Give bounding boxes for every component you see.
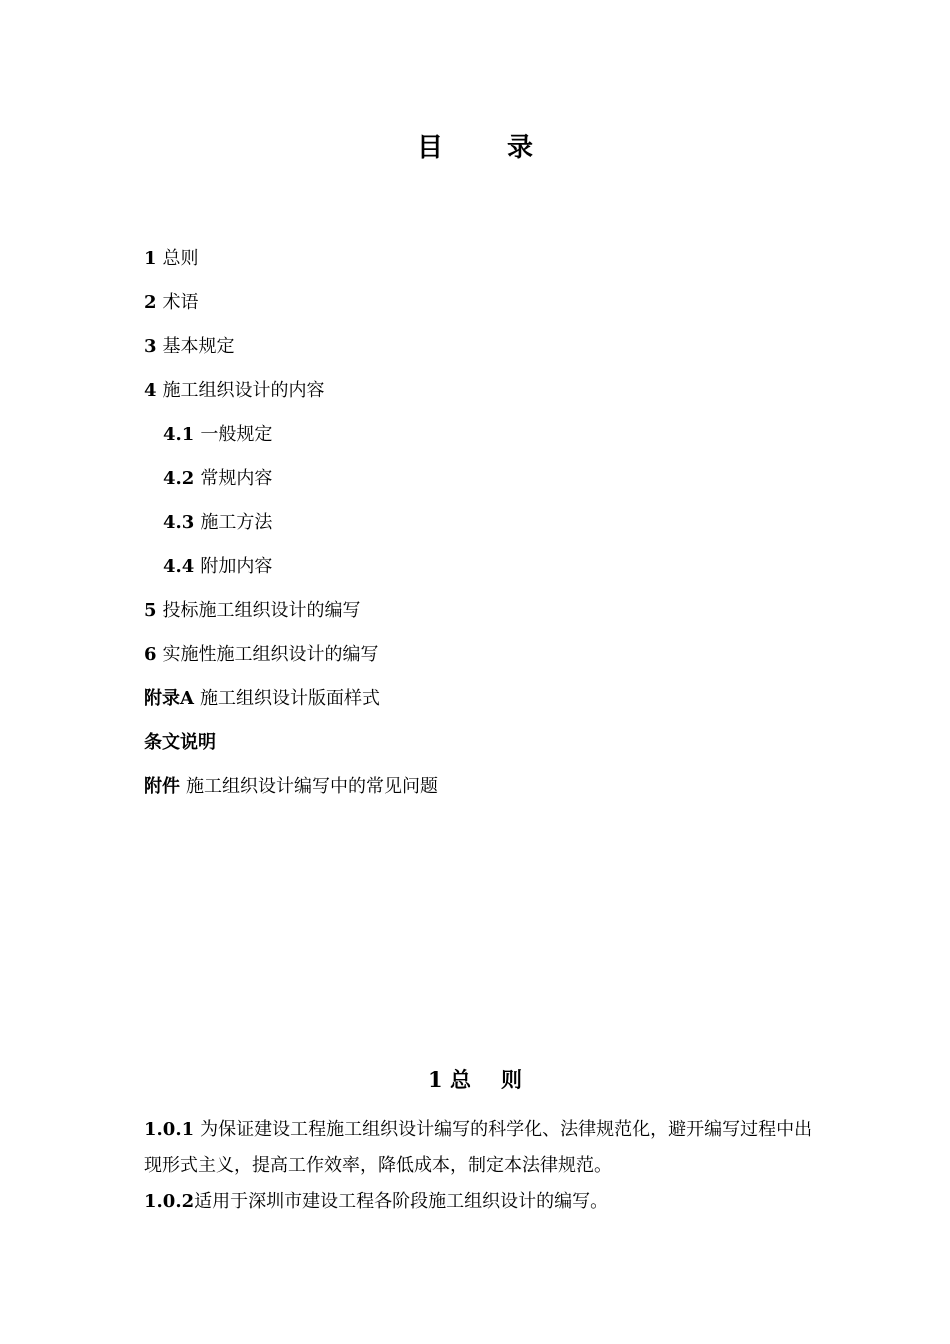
toc-item-number: 附录A — [144, 688, 194, 709]
toc-item-3[interactable] — [144, 332, 438, 376]
toc-item-number: 3 — [144, 336, 157, 357]
section-title-left: 总 — [449, 1067, 471, 1092]
toc-item-label: 术语 — [162, 292, 199, 313]
toc-item-label: 总则 — [162, 248, 199, 269]
toc-title — [0, 130, 950, 166]
toc-item-label: 施工组织设计版面样式 — [199, 688, 380, 709]
toc-item-label: 施工组织设计编写中的常见问题 — [186, 776, 438, 797]
toc-item-number: 1 — [144, 248, 157, 269]
clause-number: 1.0.2 — [144, 1191, 195, 1212]
clause-paragraph — [144, 1112, 814, 1184]
toc-item-label: 条文说明 — [144, 732, 216, 753]
toc-item-label: 投标施工组织设计的编写 — [162, 600, 361, 621]
toc-item-number: 2 — [144, 292, 157, 313]
toc-item-number: 4.1 — [163, 424, 195, 445]
toc-item-4-4[interactable] — [144, 552, 438, 596]
toc-title-right: 录 — [507, 133, 534, 163]
toc-item-number: 4 — [144, 380, 157, 401]
toc-item-attachment[interactable] — [144, 772, 438, 816]
toc-item-clause-notes[interactable] — [144, 728, 438, 772]
toc-item-label: 基本规定 — [162, 336, 235, 357]
clause-text: 适用于深圳市建设工程各阶段施工组织设计的编写。 — [194, 1191, 609, 1212]
toc-item-4[interactable] — [144, 376, 438, 420]
clause-text: 为保证建设工程施工组织设计编写的科学化、法律规范化，避开编写过程中出现形式主义，提高工作效率，降低成本，制定本法律规范。 — [144, 1119, 813, 1176]
toc-item-5[interactable] — [144, 596, 438, 640]
toc-item-number: 4.2 — [163, 468, 195, 489]
clause-number: 1.0.1 — [144, 1119, 195, 1140]
toc-item-4-1[interactable] — [144, 420, 438, 464]
toc-item-label: 常规内容 — [200, 468, 273, 489]
toc-item-number: 6 — [144, 644, 157, 665]
toc-item-label: 施工方法 — [200, 512, 273, 533]
toc-item-number: 附件 — [144, 776, 180, 797]
toc-list — [144, 244, 438, 816]
toc-item-number: 5 — [144, 600, 157, 621]
toc-item-label: 实施性施工组织设计的编写 — [162, 644, 379, 665]
section-body — [144, 1112, 814, 1220]
section-title-number: 1 — [428, 1067, 443, 1092]
section-title-right: 则 — [500, 1067, 522, 1092]
toc-item-4-2[interactable] — [144, 464, 438, 508]
toc-item-6[interactable] — [144, 640, 438, 684]
toc-item-label: 一般规定 — [200, 424, 273, 445]
toc-item-1[interactable] — [144, 244, 438, 288]
toc-item-2[interactable] — [144, 288, 438, 332]
toc-item-appendix-a[interactable] — [144, 684, 438, 728]
toc-item-label: 附加内容 — [200, 556, 273, 577]
clause-paragraph — [144, 1184, 814, 1220]
toc-item-label: 施工组织设计的内容 — [162, 380, 325, 401]
section-title — [0, 1064, 950, 1096]
toc-item-4-3[interactable] — [144, 508, 438, 552]
toc-title-left: 目 — [416, 133, 443, 163]
toc-item-number: 4.4 — [163, 556, 195, 577]
toc-item-number: 4.3 — [163, 512, 195, 533]
